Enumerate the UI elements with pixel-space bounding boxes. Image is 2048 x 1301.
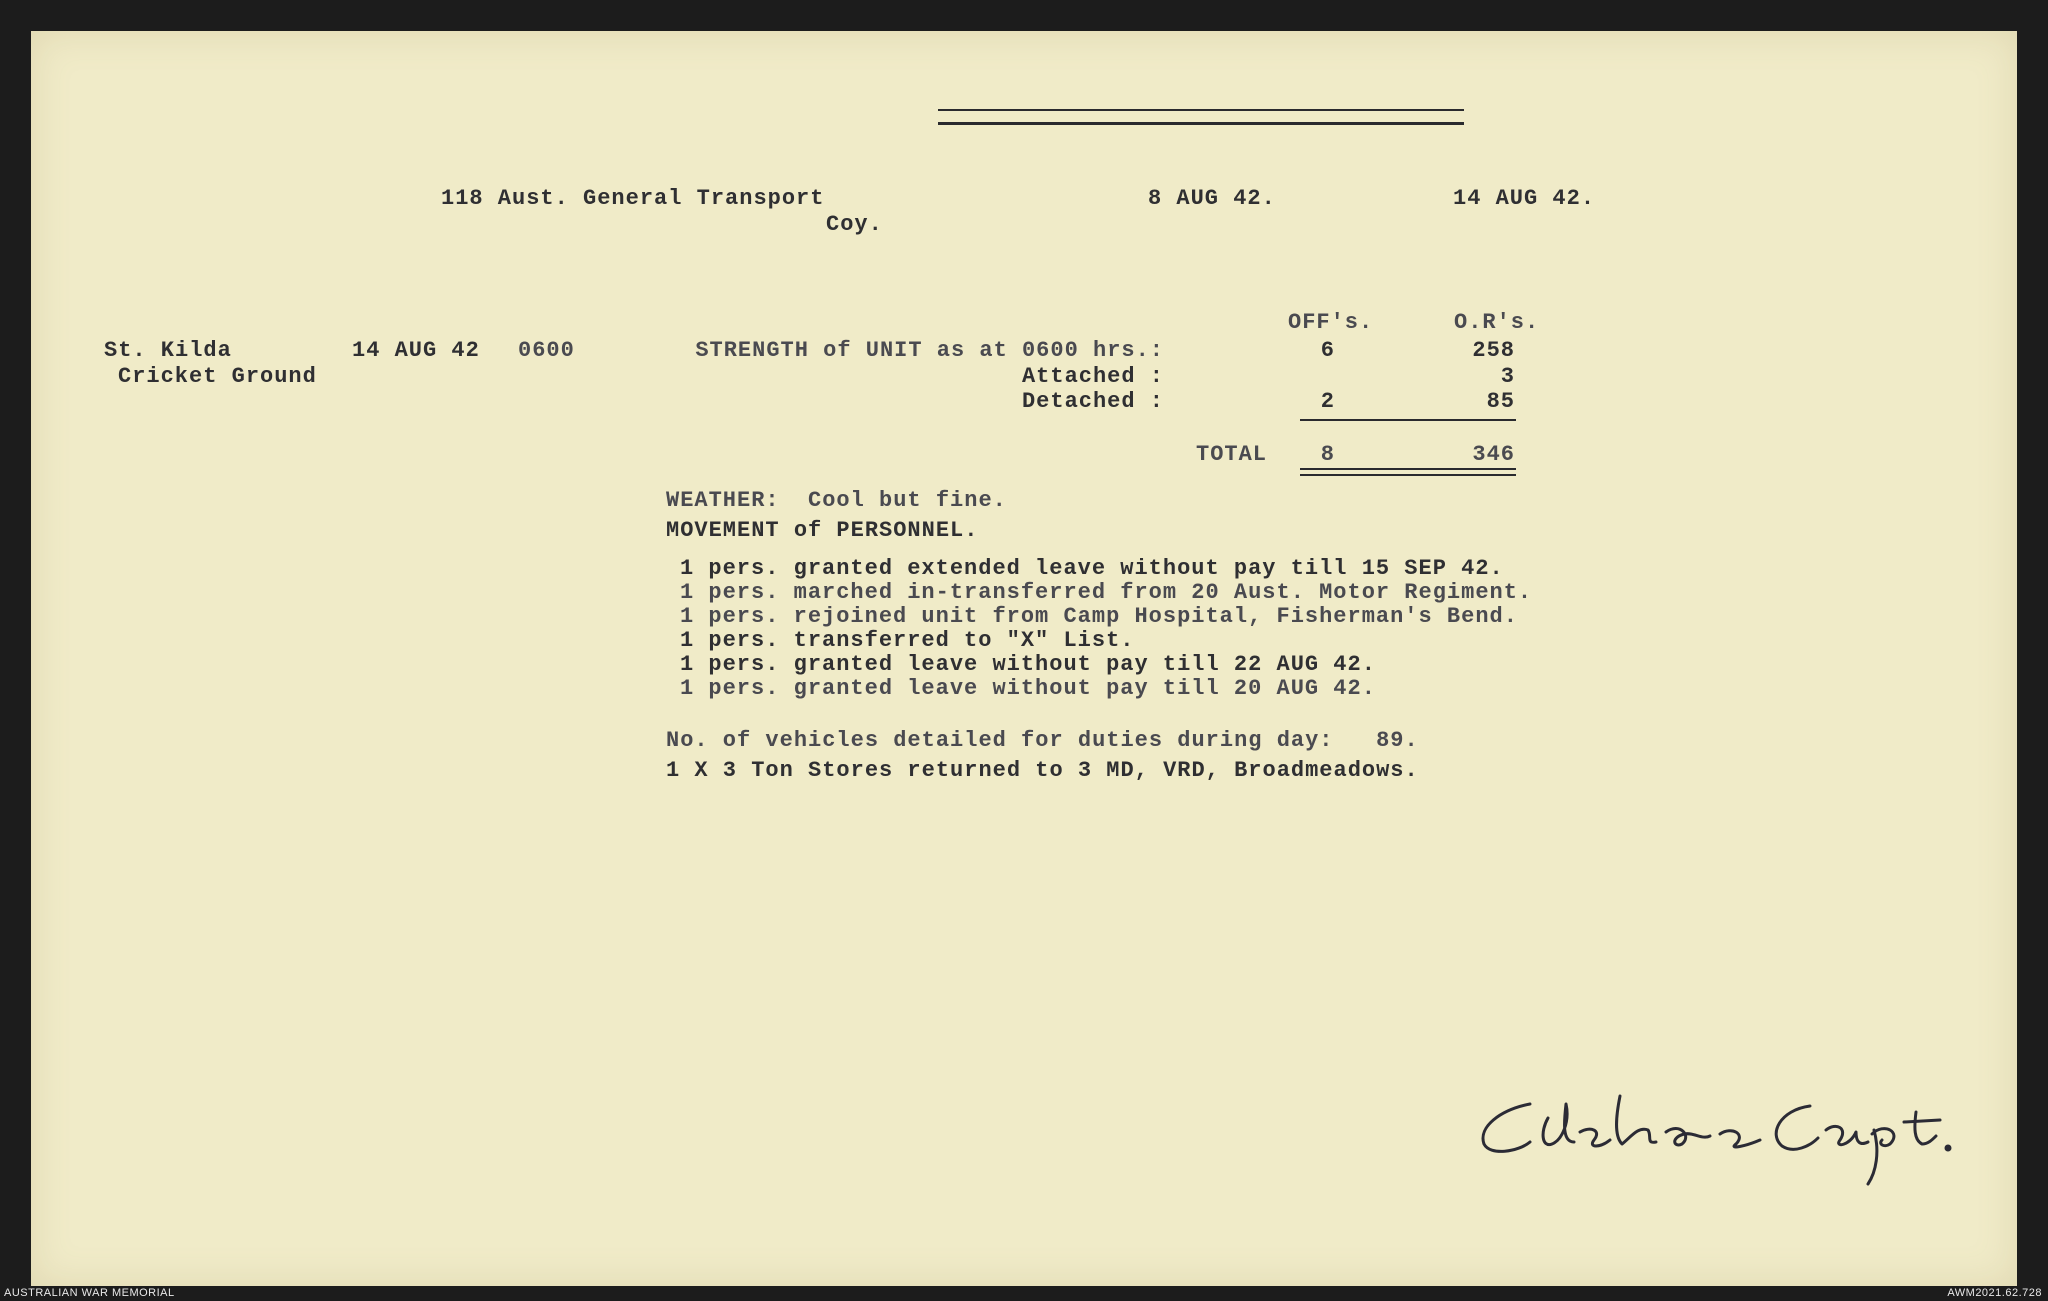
period-end-date: 14 AUG 42. — [1453, 186, 1596, 211]
detached-or-value: 85 — [1486, 389, 1515, 414]
vehicles-line: No. of vehicles detailed for duties during day: 89. — [666, 728, 1419, 753]
period-start-date: 8 AUG 42. — [1148, 186, 1276, 211]
movement-item: 1 pers. granted extended leave without pay till 15 SEP 42. — [680, 556, 1504, 581]
stores-line: 1 X 3 Ton Stores returned to 3 MD, VRD, Broadmeadows. — [666, 758, 1419, 783]
attached-or-value: 3 — [1500, 364, 1515, 389]
total-rule-2 — [1300, 474, 1516, 476]
place-line-1: St. Kilda — [104, 338, 232, 363]
total-off-value: 8 — [1320, 442, 1335, 467]
signature — [1470, 1082, 1990, 1192]
movement-item: 1 pers. transferred to "X" List. — [680, 628, 1135, 653]
top-rule-2 — [938, 122, 1464, 125]
entry-time: 0600 — [518, 338, 575, 363]
entry-date: 14 AUG 42 — [352, 338, 480, 363]
subtotal-rule — [1300, 419, 1516, 421]
total-label: TOTAL — [1196, 442, 1268, 467]
detached-off-value: 2 — [1320, 389, 1335, 414]
attached-row-label: Attached : — [1021, 364, 1164, 389]
strength-or-value: 258 — [1472, 338, 1515, 363]
unit-name-cont: Coy. — [826, 212, 883, 237]
top-rule — [938, 109, 1464, 111]
movement-item: 1 pers. rejoined unit from Camp Hospital, Fisherman's Bend. — [680, 604, 1518, 629]
strength-off-value: 6 — [1320, 338, 1335, 363]
movement-item: 1 pers. granted leave without pay till 20 AUG 42. — [680, 676, 1376, 701]
weather-line: WEATHER: Cool but fine. — [666, 488, 1007, 513]
footer-right: AWM2021.62.728 — [1947, 1287, 2042, 1299]
footer-left: AUSTRALIAN WAR MEMORIAL — [4, 1287, 175, 1299]
movement-item: 1 pers. marched in-transferred from 20 Aust. Motor Regiment. — [680, 580, 1533, 605]
movement-heading: MOVEMENT of PERSONNEL. — [666, 518, 979, 543]
offrs-column-header: OFF's. — [1288, 310, 1374, 335]
total-or-value: 346 — [1472, 442, 1515, 467]
detached-row-label: Detached : — [1021, 389, 1164, 414]
total-rule — [1300, 468, 1516, 470]
strength-row-label: STRENGTH of UNIT as at 0600 hrs.: — [695, 338, 1164, 363]
unit-name: 118 Aust. General Transport — [441, 186, 825, 211]
movement-item: 1 pers. granted leave without pay till 22 AUG 42. — [680, 652, 1376, 677]
ors-column-header: O.R's. — [1454, 310, 1540, 335]
place-line-2: Cricket Ground — [118, 364, 317, 389]
